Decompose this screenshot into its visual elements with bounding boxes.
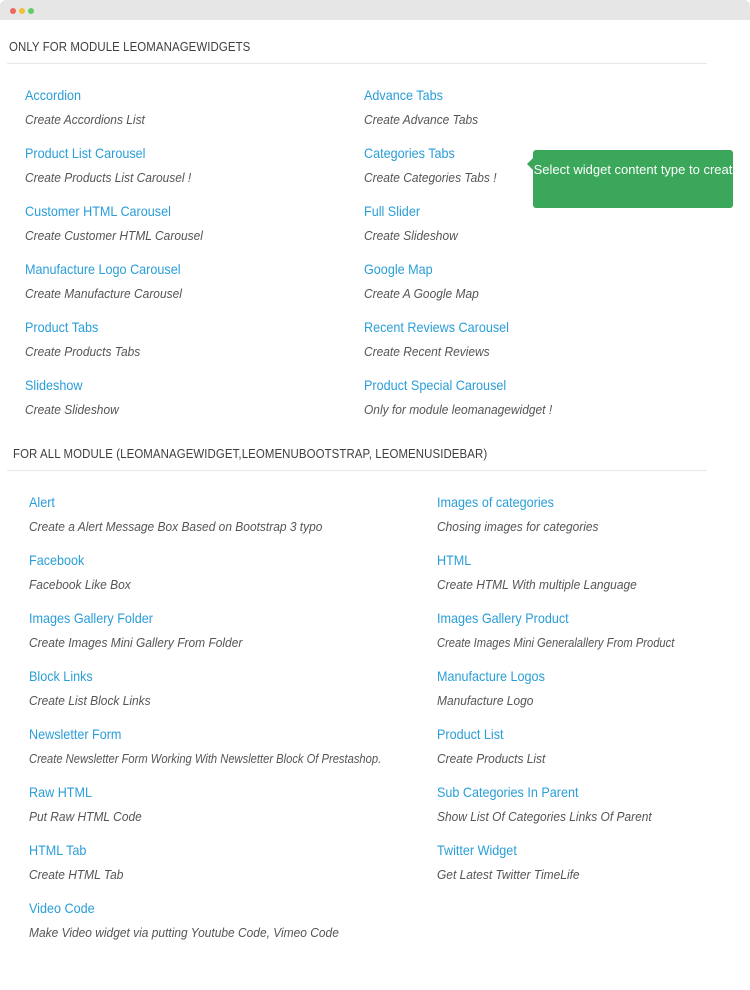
widget-title[interactable]: HTML Tab [29,842,87,858]
widget-title[interactable]: Block Links [29,668,93,684]
widget-title[interactable]: Product Tabs [25,319,99,335]
widget-item-sub-categories-in-parent[interactable] [437,783,737,825]
widget-item-product-tabs[interactable] [25,318,365,360]
widget-description: Manufacture Logo [437,693,534,708]
widget-title[interactable]: Video Code [29,900,95,916]
widget-description: Create Products List [437,751,546,766]
widget-description: Only for module leomanagewidget ! [364,402,553,417]
widget-item-html[interactable] [437,551,737,593]
widget-title[interactable]: Manufacture Logos [437,668,545,684]
widget-description: Create HTML Tab [29,867,124,882]
close-window-button[interactable] [10,8,16,14]
widget-title[interactable]: Recent Reviews Carousel [364,319,509,335]
widget-title[interactable]: Product Special Carousel [364,377,507,393]
widget-item-full-slider[interactable] [364,202,704,244]
widget-item-product-special-carousel[interactable] [364,376,704,418]
widget-title[interactable]: Manufacture Logo Carousel [25,261,181,277]
widget-title[interactable]: Google Map [364,261,433,277]
widget-title[interactable]: Sub Categories In Parent [437,784,579,800]
widget-item-google-map[interactable] [364,260,704,302]
widget-description: Create Images Mini Generalallery From Product [437,635,675,650]
widget-title[interactable]: Images Gallery Product [437,610,569,626]
widget-description: Create a Alert Message Box Based on Bootstrap 3 typo [29,519,323,534]
widget-item-images-gallery-folder[interactable] [29,609,429,651]
widget-description: Create Customer HTML Carousel [25,228,203,243]
widget-item-images-gallery-product[interactable] [437,609,737,651]
widget-description: Create Images Mini Gallery From Folder [29,635,243,650]
widget-title[interactable]: Full Slider [364,203,421,219]
widget-item-newsletter-form[interactable] [29,725,429,767]
section-divider [7,63,707,64]
widget-description: Create Accordions List [25,112,145,127]
widget-description: Create Products List Carousel ! [25,170,192,185]
widget-description: Create Advance Tabs [364,112,479,127]
widget-description: Create List Block Links [29,693,151,708]
widget-item-advance-tabs[interactable] [364,86,704,128]
widget-item-block-links[interactable] [29,667,429,709]
widget-item-customer-html-carousel[interactable] [25,202,365,244]
widget-item-raw-html[interactable] [29,783,429,825]
widget-description: Create Slideshow [364,228,458,243]
widget-item-manufacture-logo-carousel[interactable] [25,260,365,302]
minimize-window-button[interactable] [19,8,25,14]
widget-title[interactable]: Accordion [25,87,82,103]
section-title-all-modules: FOR ALL MODULE (LEOMANAGEWIDGET,LEOMENUBOOTSTRAP, LEOMENUSIDEBAR) [13,446,488,461]
widget-description: Create Recent Reviews [364,344,490,359]
widget-title[interactable]: Alert [29,494,55,510]
widget-title[interactable]: Slideshow [25,377,83,393]
widget-item-manufacture-logos[interactable] [437,667,737,709]
widget-description: Get Latest Twitter TimeLife [437,867,580,882]
widget-item-recent-reviews-carousel[interactable] [364,318,704,360]
widget-description: Make Video widget via putting Youtube Code, Vimeo Code [29,925,339,940]
widget-title[interactable]: Newsletter Form [29,726,122,742]
widget-title[interactable]: Facebook [29,552,85,568]
widget-title[interactable]: Categories Tabs [364,145,455,161]
widget-item-images-of-categories[interactable] [437,493,737,535]
widget-title[interactable]: Images of categories [437,494,554,510]
widget-description: Show List Of Categories Links Of Parent [437,809,652,824]
widget-item-video-code[interactable] [29,899,429,941]
section-divider [7,470,707,471]
widget-title[interactable]: Product List [437,726,504,742]
widget-description: Create Newsletter Form Working With Newsletter Block Of Prestashop. [29,751,382,766]
section-title-leomanagewidgets: ONLY FOR MODULE LEOMANAGEWIDGETS [9,39,251,54]
widget-title[interactable]: Twitter Widget [437,842,517,858]
widget-description: Put Raw HTML Code [29,809,142,824]
widget-item-slideshow[interactable] [25,376,365,418]
widget-description: Facebook Like Box [29,577,131,592]
widget-item-twitter-widget[interactable] [437,841,737,883]
widget-title[interactable]: Product List Carousel [25,145,146,161]
widget-description: Create Categories Tabs ! [364,170,497,185]
widget-title[interactable]: Advance Tabs [364,87,443,103]
widget-description: Create A Google Map [364,286,479,301]
widget-title[interactable]: Images Gallery Folder [29,610,153,626]
widget-item-product-list-carousel[interactable] [25,144,365,186]
widget-description: Create Slideshow [25,402,119,417]
widget-title[interactable]: Customer HTML Carousel [25,203,171,219]
widget-item-accordion[interactable] [25,86,365,128]
widget-item-alert[interactable] [29,493,429,535]
hint-tooltip: Select widget content type to creat [533,150,733,208]
widget-item-html-tab[interactable] [29,841,429,883]
widget-item-product-list[interactable] [437,725,737,767]
widget-item-facebook[interactable] [29,551,429,593]
widget-description: Create Products Tabs [25,344,141,359]
window-titlebar [0,0,750,20]
widget-title[interactable]: HTML [437,552,472,568]
widget-title[interactable]: Raw HTML [29,784,93,800]
maximize-window-button[interactable] [28,8,34,14]
widget-description: Create Manufacture Carousel [25,286,182,301]
widget-description: Chosing images for categories [437,519,599,534]
widget-description: Create HTML With multiple Language [437,577,637,592]
